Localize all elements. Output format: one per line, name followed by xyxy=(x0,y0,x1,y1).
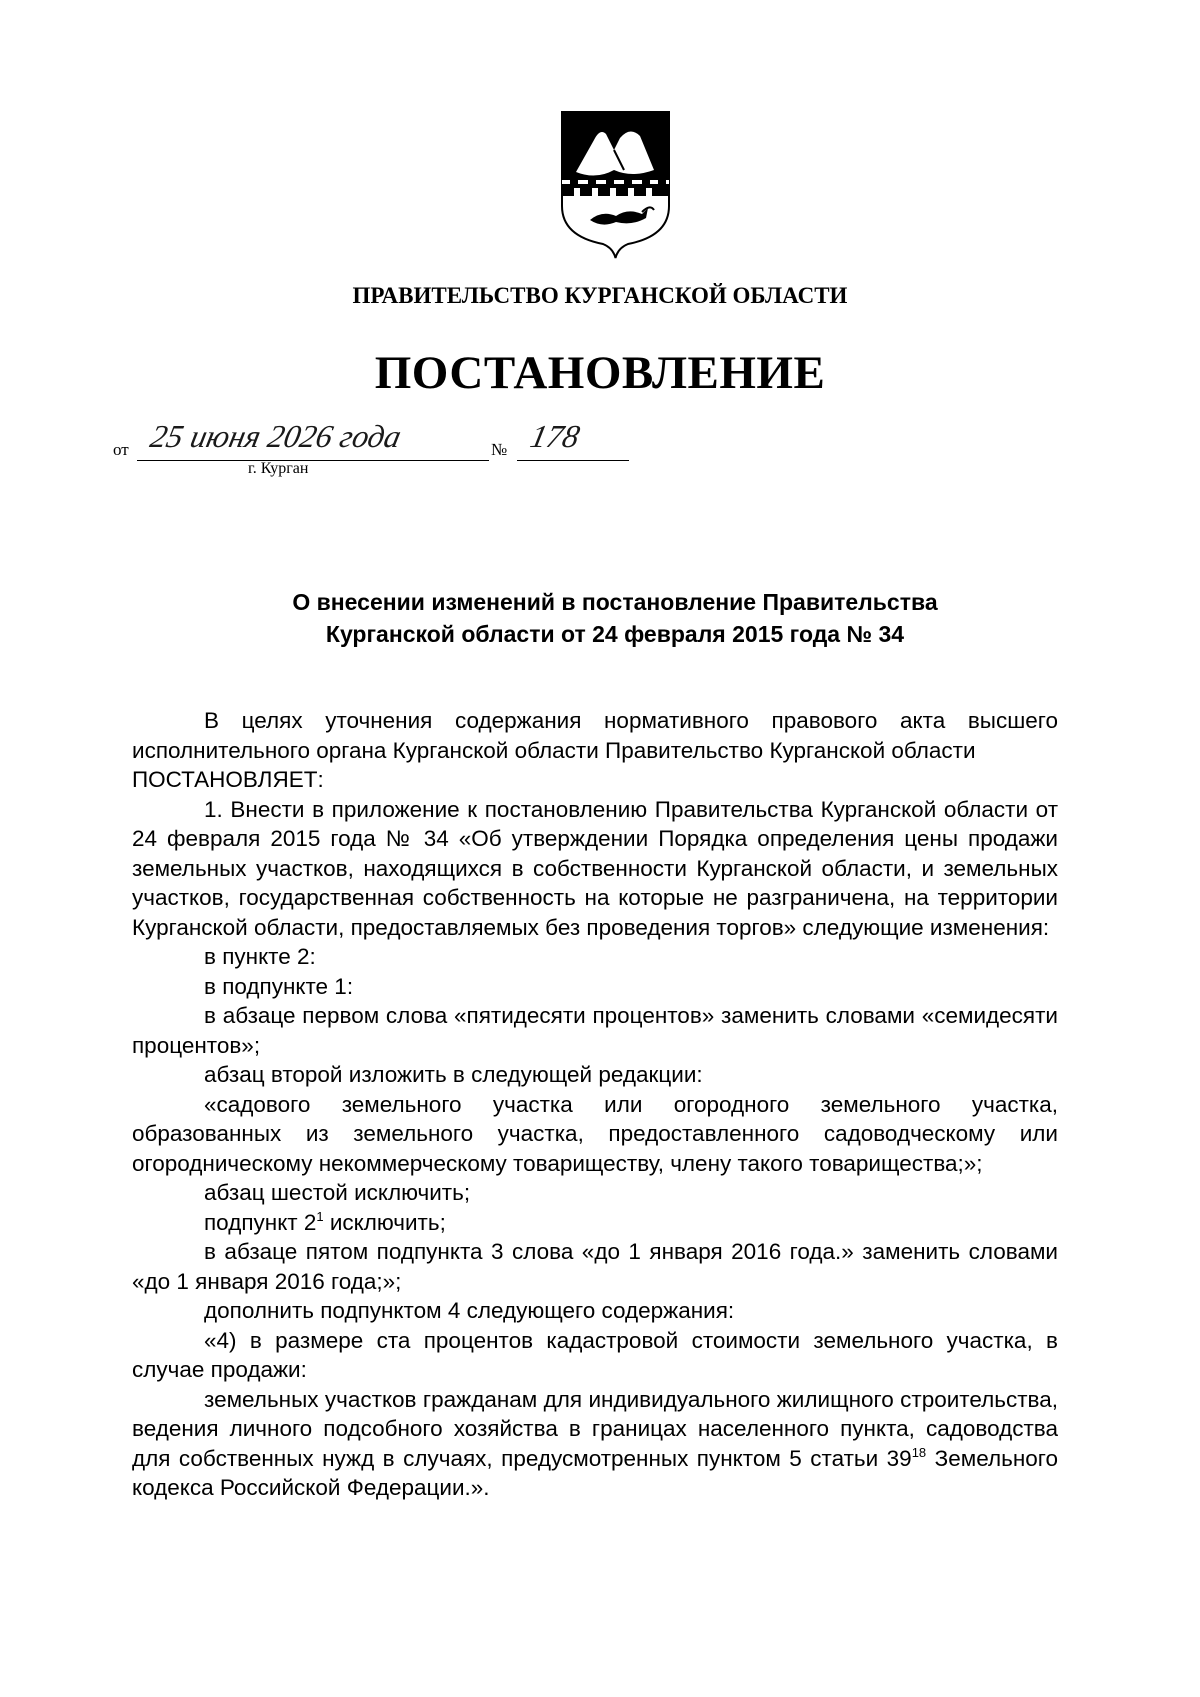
date-number-line xyxy=(113,418,633,464)
number-label: № xyxy=(491,440,508,459)
paragraph-5: абзац второй изложить в следующей редакции: xyxy=(204,1062,703,1087)
paragraph-3: в подпункте 1: xyxy=(204,973,354,999)
paragraph-8-superscript: 1 xyxy=(316,1208,324,1224)
title-line-1: О внесении изменений в постановление Правительства xyxy=(292,589,938,615)
from-label: от xyxy=(113,440,129,459)
preamble-paragraph: В целях уточнения содержания нормативного правового акта высшего исполнительного органа Курганской области Правительство Курганской области xyxy=(132,708,1058,763)
handwritten-date: 25 июня 2026 года xyxy=(147,418,405,454)
government-name: ПРАВИТЕЛЬСТВО КУРГАНСКОЙ ОБЛАСТИ xyxy=(352,283,848,308)
paragraph-12-superscript: 18 xyxy=(911,1444,927,1460)
decree-word: ПОСТАНОВЛЯЕТ: xyxy=(132,767,324,792)
paragraph-8-text: подпункт 2 xyxy=(204,1209,317,1235)
paragraph-12-tail: Земельного кодекса Российской Федерации.». xyxy=(132,1445,1059,1500)
handwritten-number: 178 xyxy=(527,418,583,454)
paragraph-1: 1. Внести в приложение к постановлению Правительства Курганской области от 24 февраля 2015 года № 34 «Об утверждении Порядка определения цены продажи земельных участков, находящихся в собственности Курганской области, и земельных участков, государственная собственность на которые не разграничена, на территории Курганской области, предоставляемых без проведения торгов» следующие изменения: xyxy=(132,796,1058,940)
paragraph-12 xyxy=(132,1385,1058,1503)
date-underline xyxy=(137,460,489,461)
document-title xyxy=(150,586,1080,650)
paragraph-8-tail: исключить; xyxy=(323,1209,446,1235)
paragraph-2: в пункте 2: xyxy=(204,944,316,969)
paragraph-4: в абзаце первом слова «пятидесяти процентов» заменить словами «семидесяти процентов»; xyxy=(132,1003,1058,1058)
paragraph-9: в абзаце пятом подпункта 3 слова «до 1 января 2016 года.» заменить словами «до 1 января 2016 года;»; xyxy=(132,1239,1058,1294)
paragraph-12-text: земельных участков гражданам для индивидуального жилищного строительства, ведения личного подсобного хозяйства в границах населенного пункта, садоводства для собственных нужд в случаях, предусмотренных пунктом 5 статьи 39 xyxy=(132,1386,1058,1471)
title-line-2: Курганской области от 24 февраля 2015 года № 34 xyxy=(325,621,905,647)
paragraph-7: абзац шестой исключить; xyxy=(204,1180,471,1205)
number-underline xyxy=(517,460,629,461)
paragraph-10: дополнить подпунктом 4 следующего содержания: xyxy=(204,1298,735,1323)
document-body xyxy=(132,706,1058,1503)
paragraph-6: «садового земельного участка или огородного земельного участка, образованных из земельного участка, предоставленного садоводческому или огородническому некоммерческому товариществу, члену такого товарищества;»; xyxy=(132,1091,1058,1176)
document-type: ПОСТАНОВЛЕНИЕ xyxy=(374,347,826,399)
coat-of-arms-icon xyxy=(558,108,673,260)
city-name: г. Курган xyxy=(248,460,309,477)
paragraph-8 xyxy=(132,1208,1058,1238)
paragraph-11: «4) в размере ста процентов кадастровой стоимости земельного участка, в случае продажи: xyxy=(132,1327,1058,1382)
